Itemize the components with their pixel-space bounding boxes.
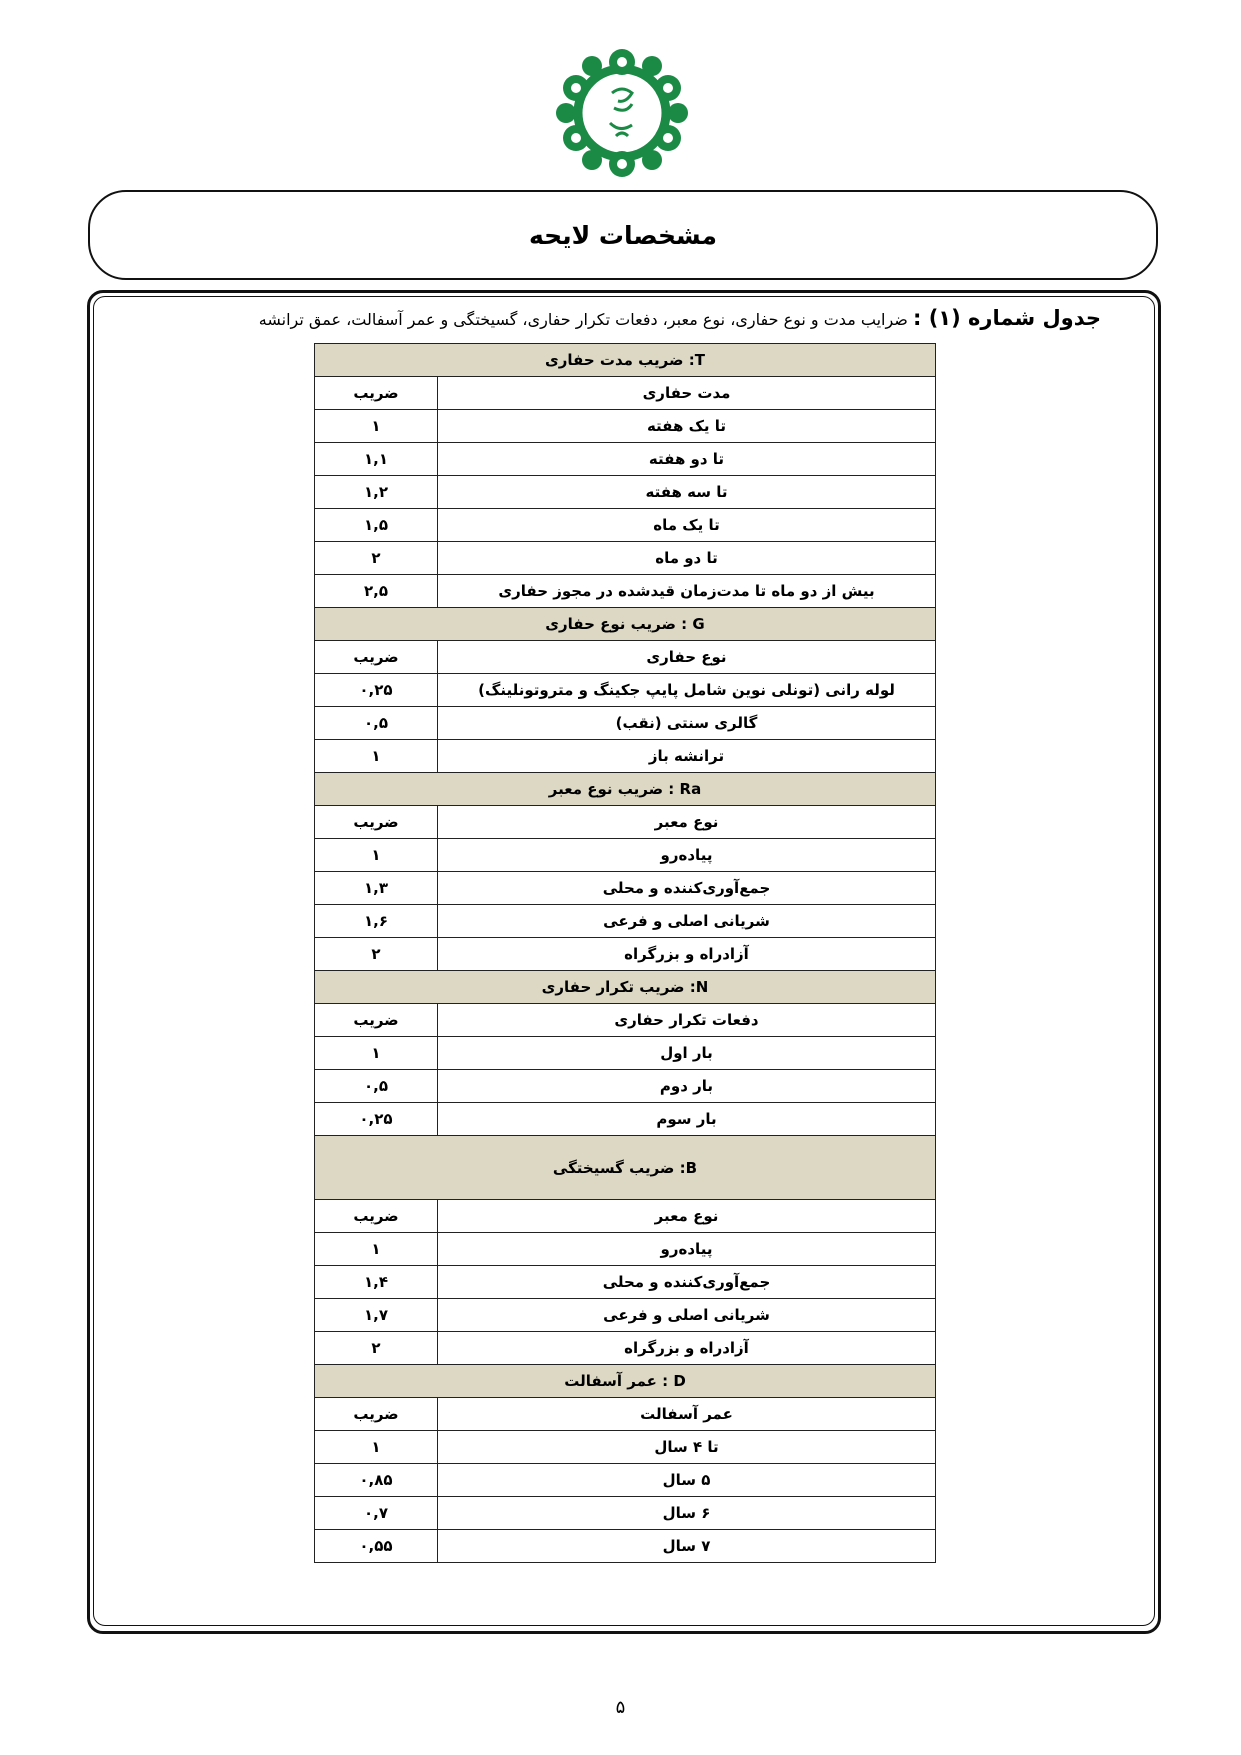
column-header-value: ضریب — [315, 1398, 438, 1431]
row-label: بار اول — [438, 1037, 936, 1070]
row-label: تا ۴ سال — [438, 1431, 936, 1464]
row-value: ۱,۶ — [315, 905, 438, 938]
table-row — [315, 1299, 936, 1332]
column-header-value: ضریب — [315, 1200, 438, 1233]
row-value: ۰,۲۵ — [315, 674, 438, 707]
row-label: تا سه هفته — [438, 476, 936, 509]
row-label: آزادراه و بزرگراه — [438, 1332, 936, 1365]
table-row — [315, 839, 936, 872]
table-row — [315, 1037, 936, 1070]
table-row — [315, 1464, 936, 1497]
table-row — [315, 410, 936, 443]
row-value: ۲ — [315, 1332, 438, 1365]
section-title: B: ضریب گسیختگی — [315, 1136, 936, 1200]
row-label: بیش از دو ماه تا مدت‌زمان قیدشده در مجوز حفاری — [438, 575, 936, 608]
column-header-label: نوع معبر — [438, 806, 936, 839]
table-row — [315, 443, 936, 476]
table-row — [315, 575, 936, 608]
row-value: ۱,۵ — [315, 509, 438, 542]
row-value: ۰,۷ — [315, 1497, 438, 1530]
row-label: گالری سنتی (نقب) — [438, 707, 936, 740]
section-title: Ra : ضریب نوع معبر — [315, 773, 936, 806]
column-header-value: ضریب — [315, 806, 438, 839]
column-header-row — [315, 1398, 936, 1431]
row-value: ۰,۲۵ — [315, 1103, 438, 1136]
row-value: ۱,۴ — [315, 1266, 438, 1299]
column-header-row — [315, 1004, 936, 1037]
row-label: تا یک ماه — [438, 509, 936, 542]
column-header-row — [315, 806, 936, 839]
section-header-row — [315, 344, 936, 377]
row-label: شریانی اصلی و فرعی — [438, 905, 936, 938]
row-value: ۱,۲ — [315, 476, 438, 509]
row-label: تا دو ماه — [438, 542, 936, 575]
header-box — [88, 190, 1158, 280]
row-value: ۱,۳ — [315, 872, 438, 905]
column-header-row — [315, 377, 936, 410]
table-caption-label: جدول شماره (۱) : — [912, 306, 1101, 330]
table-row — [315, 674, 936, 707]
table-row — [315, 1070, 936, 1103]
section-header-row — [315, 773, 936, 806]
section-title: T: ضریب مدت حفاری — [315, 344, 936, 377]
table-row — [315, 938, 936, 971]
row-label: آزادراه و بزرگراه — [438, 938, 936, 971]
row-value: ۲ — [315, 542, 438, 575]
column-header-value: ضریب — [315, 377, 438, 410]
table-row — [315, 542, 936, 575]
section-header-row — [315, 971, 936, 1004]
page-number: ۵ — [615, 1697, 626, 1718]
row-label: ۷ سال — [438, 1530, 936, 1563]
row-label: پیاده‌رو — [438, 839, 936, 872]
row-label: بار سوم — [438, 1103, 936, 1136]
column-header-row — [315, 1200, 936, 1233]
table-row — [315, 1530, 936, 1563]
column-header-label: عمر آسفالت — [438, 1398, 936, 1431]
row-label: جمع‌آوری‌کننده و محلی — [438, 1266, 936, 1299]
section-header-row — [315, 608, 936, 641]
row-label: ۵ سال — [438, 1464, 936, 1497]
column-header-label: نوع معبر — [438, 1200, 936, 1233]
table-row — [315, 707, 936, 740]
section-header-row — [315, 1365, 936, 1398]
row-value: ۱ — [315, 839, 438, 872]
row-label: ۶ سال — [438, 1497, 936, 1530]
page-title: مشخصات لایحه — [529, 220, 717, 250]
table-row — [315, 509, 936, 542]
table-row — [315, 1431, 936, 1464]
column-header-value: ضریب — [315, 1004, 438, 1037]
table-row — [315, 872, 936, 905]
row-label: ترانشه باز — [438, 740, 936, 773]
table-row — [315, 740, 936, 773]
row-value: ۰,۸۵ — [315, 1464, 438, 1497]
row-value: ۱ — [315, 1431, 438, 1464]
row-label: تا دو هفته — [438, 443, 936, 476]
section-header-row — [315, 1136, 936, 1200]
row-value: ۱,۱ — [315, 443, 438, 476]
column-header-value: ضریب — [315, 641, 438, 674]
tehran-municipality-logo — [556, 48, 688, 178]
coefficient-table — [314, 343, 936, 1563]
row-value: ۲ — [315, 938, 438, 971]
row-value: ۰,۵ — [315, 1070, 438, 1103]
column-header-label: دفعات تکرار حفاری — [438, 1004, 936, 1037]
row-label: تا یک هفته — [438, 410, 936, 443]
row-label: بار دوم — [438, 1070, 936, 1103]
row-value: ۰,۵۵ — [315, 1530, 438, 1563]
row-label: جمع‌آوری‌کننده و محلی — [438, 872, 936, 905]
row-value: ۰,۵ — [315, 707, 438, 740]
table-row — [315, 1332, 936, 1365]
row-value: ۱ — [315, 740, 438, 773]
table-row — [315, 476, 936, 509]
table-caption-text: ضرایب مدت و نوع حفاری، نوع معبر، دفعات تکرار حفاری، گسیختگی و عمر آسفالت، عمق ترانشه — [258, 310, 908, 329]
table-row — [315, 1266, 936, 1299]
section-title: G : ضریب نوع حفاری — [315, 608, 936, 641]
row-label: شریانی اصلی و فرعی — [438, 1299, 936, 1332]
section-title: N: ضریب تکرار حفاری — [315, 971, 936, 1004]
row-value: ۱ — [315, 1233, 438, 1266]
table-row — [315, 1497, 936, 1530]
row-value: ۱ — [315, 410, 438, 443]
row-value: ۱ — [315, 1037, 438, 1070]
row-value: ۲,۵ — [315, 575, 438, 608]
row-value: ۱,۷ — [315, 1299, 438, 1332]
column-header-label: نوع حفاری — [438, 641, 936, 674]
table-row — [315, 1103, 936, 1136]
column-header-row — [315, 641, 936, 674]
row-label: لوله رانی (تونلی نوین شامل پایپ جکینگ و متروتونلینگ) — [438, 674, 936, 707]
column-header-label: مدت حفاری — [438, 377, 936, 410]
section-title: D : عمر آسفالت — [315, 1365, 936, 1398]
row-label: پیاده‌رو — [438, 1233, 936, 1266]
table-row — [315, 905, 936, 938]
table-caption — [259, 306, 1101, 330]
table-row — [315, 1233, 936, 1266]
